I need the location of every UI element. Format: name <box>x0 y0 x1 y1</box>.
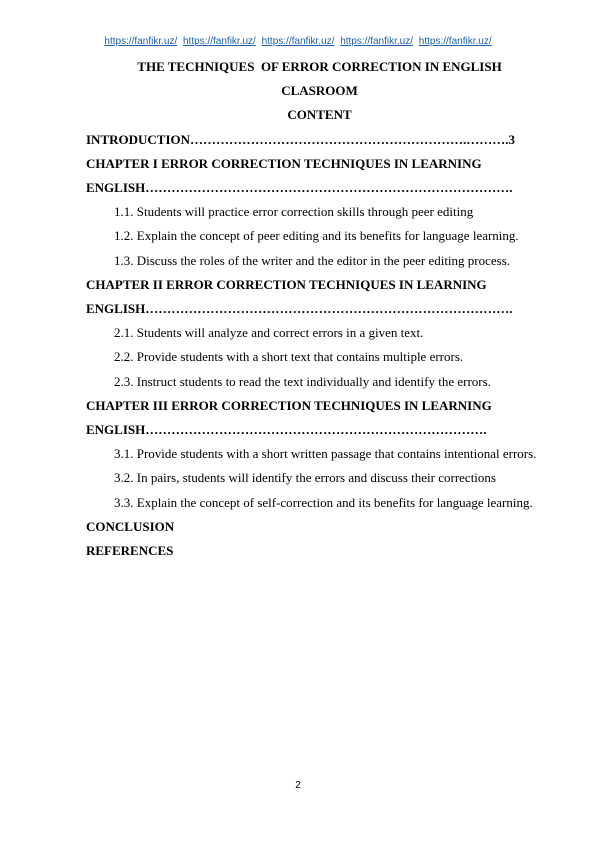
header-links <box>0 36 596 48</box>
header-link[interactable]: https://fanfikr.uz/ <box>183 36 256 47</box>
toc-chapter-1: CHAPTER I ERROR CORRECTION TECHNIQUES IN LEARNING <box>86 155 482 171</box>
header-link[interactable]: https://fanfikr.uz/ <box>104 36 178 47</box>
toc-item: 1.1. Students will practice error correction skills through peer editing <box>114 204 474 220</box>
toc-item: 1.2. Explain the concept of peer editing and its benefits for language learning. <box>114 228 519 244</box>
header-link[interactable]: https://fanfikr.uz/ <box>261 36 335 47</box>
toc-item: 2.1. Students will analyze and correct errors in a given text. <box>114 325 424 341</box>
page-number: 2 <box>295 780 301 791</box>
toc-item: 1.3. Discuss the roles of the writer and the editor in the peer editing process. <box>114 252 511 268</box>
toc-chapter-1-cont: ENGLISH…………………………………………………………………………. <box>86 180 513 196</box>
toc-chapter-3-cont: ENGLISH……………………………………………………………………. <box>86 422 487 438</box>
toc-item: 2.2. Provide students with a short text that contains multiple errors. <box>114 349 464 365</box>
toc-chapter-2: CHAPTER II ERROR CORRECTION TECHNIQUES IN LEARNING <box>86 276 487 292</box>
toc-conclusion: CONCLUSION <box>86 518 175 534</box>
toc-item: 3.2. In pairs, students will identify the errors and discuss their corrections <box>114 470 496 486</box>
toc-references: REFERENCES <box>86 543 174 559</box>
toc-introduction: INTRODUCTION……………………………………………………….……….3 <box>86 131 516 147</box>
toc-chapter-2-cont: ENGLISH…………………………………………………………………………. <box>86 301 513 317</box>
contents-heading: CONTENT <box>287 107 352 123</box>
header-link[interactable]: https://fanfikr.uz/ <box>340 36 413 47</box>
document-title-cont: CLASROOM <box>281 83 358 99</box>
toc-item: 2.3. Instruct students to read the text individually and identify the errors. <box>114 373 491 389</box>
document-body <box>86 55 553 563</box>
toc-chapter-3: CHAPTER III ERROR CORRECTION TECHNIQUES IN LEARNING <box>86 397 492 413</box>
document-title: THE TECHNIQUES OF ERROR CORRECTION IN ENGLISH <box>137 59 502 74</box>
header-link[interactable]: https://fanfikr.uz/ <box>418 36 492 47</box>
toc-item: 3.3. Explain the concept of self-correction and its benefits for language learning. <box>114 494 533 510</box>
toc-item: 3.1. Provide students with a short written passage that contains intentional errors. <box>114 446 537 462</box>
